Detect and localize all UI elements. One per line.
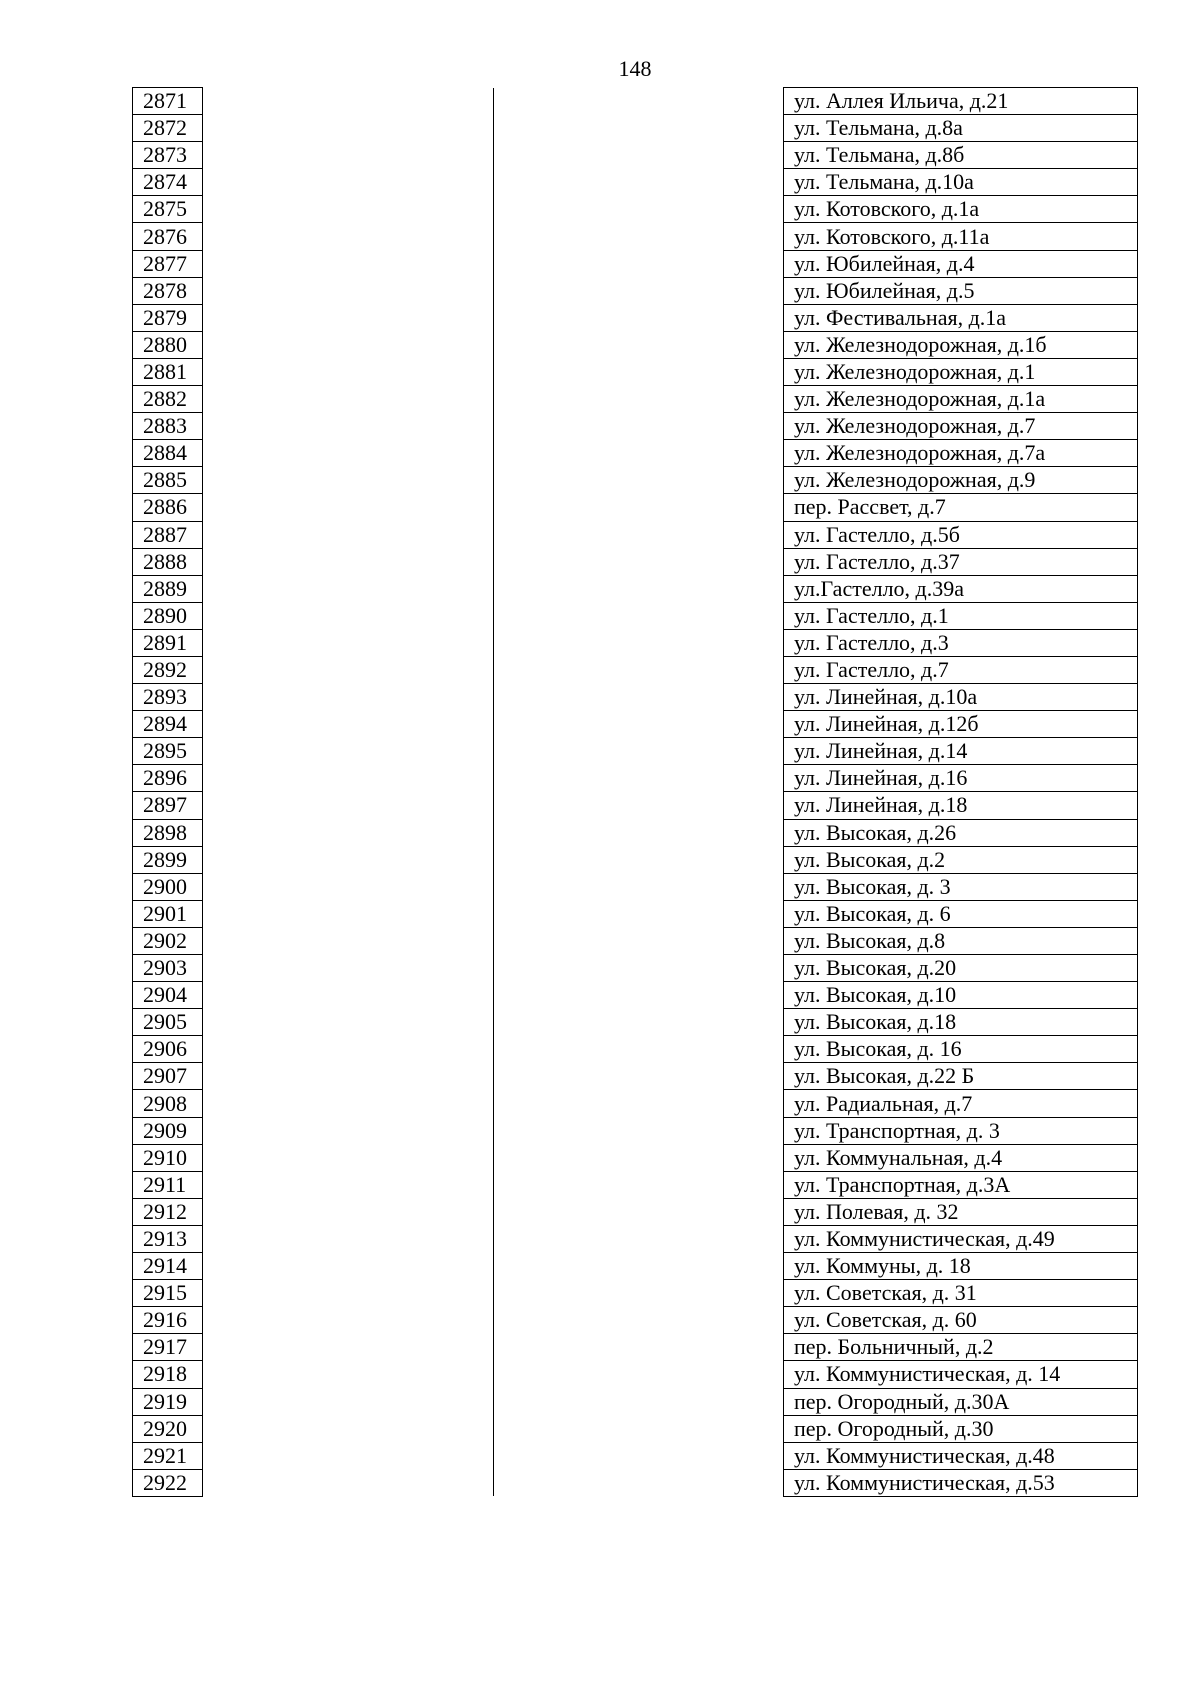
row-number-cell: 2904 [133, 982, 203, 1009]
empty-cell-a [203, 115, 494, 142]
table-row [133, 1063, 1138, 1090]
row-number-cell: 2894 [133, 711, 203, 738]
table-row [133, 738, 1138, 765]
row-number-cell: 2901 [133, 900, 203, 927]
empty-cell-b [494, 955, 784, 982]
empty-cell-a [203, 819, 494, 846]
empty-cell-a [203, 738, 494, 765]
empty-cell-a [203, 1334, 494, 1361]
empty-cell-b [494, 684, 784, 711]
empty-cell-a [203, 1063, 494, 1090]
table-row [133, 1036, 1138, 1063]
row-number-cell: 2884 [133, 440, 203, 467]
address-cell: ул. Коммунистическая, д.53 [784, 1469, 1138, 1496]
table-row [133, 358, 1138, 385]
address-cell: ул. Коммунистическая, д.49 [784, 1225, 1138, 1252]
row-number-cell: 2908 [133, 1090, 203, 1117]
address-cell: ул. Транспортная, д.3А [784, 1171, 1138, 1198]
address-cell: ул. Коммуны, д. 18 [784, 1253, 1138, 1280]
address-cell: ул. Коммунальная, д.4 [784, 1144, 1138, 1171]
address-cell: ул. Высокая, д. 3 [784, 873, 1138, 900]
empty-cell-b [494, 1334, 784, 1361]
empty-cell-a [203, 1144, 494, 1171]
table-row [133, 277, 1138, 304]
table-row [133, 1442, 1138, 1469]
row-number-cell: 2915 [133, 1280, 203, 1307]
table-row [133, 250, 1138, 277]
row-number-cell: 2910 [133, 1144, 203, 1171]
row-number-cell: 2920 [133, 1415, 203, 1442]
address-cell: ул. Высокая, д.2 [784, 846, 1138, 873]
empty-cell-b [494, 358, 784, 385]
empty-cell-b [494, 1307, 784, 1334]
address-cell: ул. Гастелло, д.5б [784, 521, 1138, 548]
row-number-cell: 2886 [133, 494, 203, 521]
table-row [133, 575, 1138, 602]
table-row [133, 1280, 1138, 1307]
table-row [133, 223, 1138, 250]
empty-cell-b [494, 1063, 784, 1090]
table-row [133, 1144, 1138, 1171]
address-cell: ул. Гастелло, д.37 [784, 548, 1138, 575]
empty-cell-b [494, 1415, 784, 1442]
row-number-cell: 2872 [133, 115, 203, 142]
table-row [133, 548, 1138, 575]
table-row [133, 1117, 1138, 1144]
empty-cell-b [494, 1171, 784, 1198]
row-number-cell: 2903 [133, 955, 203, 982]
address-cell: ул. Высокая, д. 6 [784, 900, 1138, 927]
address-cell: ул. Железнодорожная, д.1 [784, 358, 1138, 385]
address-cell: ул. Высокая, д.18 [784, 1009, 1138, 1036]
row-number-cell: 2897 [133, 792, 203, 819]
address-cell: ул. Коммунистическая, д.48 [784, 1442, 1138, 1469]
row-number-cell: 2871 [133, 88, 203, 115]
table-row [133, 142, 1138, 169]
empty-cell-b [494, 792, 784, 819]
row-number-cell: 2883 [133, 413, 203, 440]
empty-cell-b [494, 1253, 784, 1280]
empty-cell-b [494, 88, 784, 115]
address-cell: ул. Высокая, д.22 Б [784, 1063, 1138, 1090]
empty-cell-b [494, 196, 784, 223]
empty-cell-a [203, 250, 494, 277]
table-row [133, 413, 1138, 440]
empty-cell-b [494, 900, 784, 927]
table-row [133, 684, 1138, 711]
empty-cell-b [494, 656, 784, 683]
empty-cell-a [203, 1036, 494, 1063]
address-cell: ул. Железнодорожная, д.1а [784, 386, 1138, 413]
row-number-cell: 2887 [133, 521, 203, 548]
empty-cell-b [494, 629, 784, 656]
empty-cell-a [203, 1117, 494, 1144]
row-number-cell: 2882 [133, 386, 203, 413]
page-number: 148 [618, 56, 652, 81]
row-number-cell: 2900 [133, 873, 203, 900]
empty-cell-b [494, 1388, 784, 1415]
address-table-body [133, 88, 1138, 1497]
table-row [133, 1388, 1138, 1415]
table-row [133, 169, 1138, 196]
empty-cell-b [494, 765, 784, 792]
empty-cell-b [494, 169, 784, 196]
table-row [133, 304, 1138, 331]
row-number-cell: 2885 [133, 467, 203, 494]
table-row [133, 1253, 1138, 1280]
row-number-cell: 2906 [133, 1036, 203, 1063]
table-row [133, 846, 1138, 873]
empty-cell-a [203, 927, 494, 954]
address-cell: ул. Высокая, д.10 [784, 982, 1138, 1009]
table-row [133, 196, 1138, 223]
table-row [133, 629, 1138, 656]
address-cell: ул. Фестивальная, д.1а [784, 304, 1138, 331]
empty-cell-a [203, 386, 494, 413]
address-cell: ул. Котовского, д.1а [784, 196, 1138, 223]
row-number-cell: 2877 [133, 250, 203, 277]
address-cell: ул. Железнодорожная, д.7а [784, 440, 1138, 467]
row-number-cell: 2889 [133, 575, 203, 602]
empty-cell-a [203, 684, 494, 711]
table-row [133, 873, 1138, 900]
empty-cell-b [494, 440, 784, 467]
address-cell: пер. Огородный, д.30 [784, 1415, 1138, 1442]
empty-cell-a [203, 331, 494, 358]
row-number-cell: 2890 [133, 602, 203, 629]
row-number-cell: 2902 [133, 927, 203, 954]
address-cell: ул. Юбилейная, д.5 [784, 277, 1138, 304]
empty-cell-a [203, 575, 494, 602]
table-row [133, 711, 1138, 738]
empty-cell-b [494, 223, 784, 250]
empty-cell-a [203, 440, 494, 467]
empty-cell-b [494, 819, 784, 846]
table-row [133, 900, 1138, 927]
empty-cell-a [203, 1225, 494, 1252]
row-number-cell: 2922 [133, 1469, 203, 1496]
row-number-cell: 2909 [133, 1117, 203, 1144]
address-cell: пер. Больничный, д.2 [784, 1334, 1138, 1361]
empty-cell-b [494, 1144, 784, 1171]
table-row [133, 521, 1138, 548]
row-number-cell: 2878 [133, 277, 203, 304]
row-number-cell: 2896 [133, 765, 203, 792]
address-cell: ул. Железнодорожная, д.1б [784, 331, 1138, 358]
empty-cell-a [203, 1307, 494, 1334]
table-row [133, 982, 1138, 1009]
empty-cell-b [494, 846, 784, 873]
empty-cell-a [203, 765, 494, 792]
address-cell: ул. Железнодорожная, д.9 [784, 467, 1138, 494]
address-cell: ул. Линейная, д.10а [784, 684, 1138, 711]
address-cell: пер. Рассвет, д.7 [784, 494, 1138, 521]
empty-cell-a [203, 1253, 494, 1280]
empty-cell-a [203, 521, 494, 548]
empty-cell-b [494, 277, 784, 304]
row-number-cell: 2913 [133, 1225, 203, 1252]
address-table [132, 87, 1138, 1497]
empty-cell-a [203, 982, 494, 1009]
empty-cell-a [203, 358, 494, 385]
empty-cell-b [494, 548, 784, 575]
empty-cell-b [494, 1198, 784, 1225]
row-number-cell: 2892 [133, 656, 203, 683]
empty-cell-a [203, 900, 494, 927]
address-cell: ул. Высокая, д.8 [784, 927, 1138, 954]
row-number-cell: 2916 [133, 1307, 203, 1334]
address-cell: ул. Линейная, д.16 [784, 765, 1138, 792]
address-cell: ул. Коммунистическая, д. 14 [784, 1361, 1138, 1388]
address-cell: ул. Гастелло, д.7 [784, 656, 1138, 683]
empty-cell-b [494, 331, 784, 358]
row-number-cell: 2921 [133, 1442, 203, 1469]
table-row [133, 1415, 1138, 1442]
table-row [133, 1009, 1138, 1036]
table-row [133, 115, 1138, 142]
empty-cell-a [203, 792, 494, 819]
address-cell: ул. Аллея Ильича, д.21 [784, 88, 1138, 115]
empty-cell-a [203, 656, 494, 683]
empty-cell-b [494, 738, 784, 765]
empty-cell-a [203, 494, 494, 521]
address-cell: ул. Полевая, д. 32 [784, 1198, 1138, 1225]
empty-cell-a [203, 196, 494, 223]
table-row [133, 792, 1138, 819]
empty-cell-a [203, 1388, 494, 1415]
empty-cell-a [203, 304, 494, 331]
row-number-cell: 2899 [133, 846, 203, 873]
row-number-cell: 2912 [133, 1198, 203, 1225]
empty-cell-b [494, 927, 784, 954]
empty-cell-b [494, 386, 784, 413]
row-number-cell: 2874 [133, 169, 203, 196]
address-cell: ул. Высокая, д.20 [784, 955, 1138, 982]
table-row [133, 819, 1138, 846]
empty-cell-a [203, 1171, 494, 1198]
address-cell: ул. Советская, д. 60 [784, 1307, 1138, 1334]
table-row [133, 1469, 1138, 1496]
table-row [133, 955, 1138, 982]
empty-cell-b [494, 575, 784, 602]
empty-cell-b [494, 1361, 784, 1388]
table-row [133, 1198, 1138, 1225]
table-row [133, 656, 1138, 683]
empty-cell-b [494, 1225, 784, 1252]
row-number-cell: 2888 [133, 548, 203, 575]
empty-cell-b [494, 413, 784, 440]
row-number-cell: 2879 [133, 304, 203, 331]
table-row [133, 1307, 1138, 1334]
row-number-cell: 2881 [133, 358, 203, 385]
row-number-cell: 2898 [133, 819, 203, 846]
row-number-cell: 2895 [133, 738, 203, 765]
row-number-cell: 2875 [133, 196, 203, 223]
empty-cell-a [203, 88, 494, 115]
empty-cell-b [494, 1090, 784, 1117]
row-number-cell: 2917 [133, 1334, 203, 1361]
empty-cell-a [203, 413, 494, 440]
empty-cell-a [203, 1415, 494, 1442]
empty-cell-b [494, 711, 784, 738]
address-cell: ул.Гастелло, д.39а [784, 575, 1138, 602]
address-cell: ул. Котовского, д.11а [784, 223, 1138, 250]
row-number-cell: 2880 [133, 331, 203, 358]
table-row [133, 1171, 1138, 1198]
empty-cell-b [494, 873, 784, 900]
empty-cell-b [494, 1036, 784, 1063]
address-cell: ул. Гастелло, д.3 [784, 629, 1138, 656]
address-cell: ул. Линейная, д.18 [784, 792, 1138, 819]
row-number-cell: 2919 [133, 1388, 203, 1415]
empty-cell-b [494, 1469, 784, 1496]
row-number-cell: 2914 [133, 1253, 203, 1280]
address-cell: ул. Радиальная, д.7 [784, 1090, 1138, 1117]
empty-cell-a [203, 602, 494, 629]
table-row [133, 467, 1138, 494]
row-number-cell: 2893 [133, 684, 203, 711]
empty-cell-b [494, 1442, 784, 1469]
empty-cell-b [494, 1009, 784, 1036]
row-number-cell: 2918 [133, 1361, 203, 1388]
empty-cell-b [494, 982, 784, 1009]
table-row [133, 602, 1138, 629]
empty-cell-b [494, 467, 784, 494]
table-row [133, 1225, 1138, 1252]
empty-cell-a [203, 955, 494, 982]
empty-cell-a [203, 1469, 494, 1496]
empty-cell-a [203, 1280, 494, 1307]
empty-cell-b [494, 1117, 784, 1144]
empty-cell-a [203, 169, 494, 196]
row-number-cell: 2911 [133, 1171, 203, 1198]
empty-cell-b [494, 142, 784, 169]
empty-cell-b [494, 521, 784, 548]
empty-cell-a [203, 873, 494, 900]
address-cell: ул. Линейная, д.12б [784, 711, 1138, 738]
address-cell: ул. Юбилейная, д.4 [784, 250, 1138, 277]
address-cell: ул. Транспортная, д. 3 [784, 1117, 1138, 1144]
empty-cell-a [203, 548, 494, 575]
empty-cell-a [203, 467, 494, 494]
address-cell: ул. Высокая, д. 16 [784, 1036, 1138, 1063]
empty-cell-a [203, 277, 494, 304]
address-cell: пер. Огородный, д.30А [784, 1388, 1138, 1415]
address-cell: ул. Линейная, д.14 [784, 738, 1138, 765]
table-row [133, 440, 1138, 467]
row-number-cell: 2905 [133, 1009, 203, 1036]
address-cell: ул. Тельмана, д.10а [784, 169, 1138, 196]
address-cell: ул. Железнодорожная, д.7 [784, 413, 1138, 440]
empty-cell-a [203, 142, 494, 169]
row-number-cell: 2891 [133, 629, 203, 656]
address-cell: ул. Тельмана, д.8б [784, 142, 1138, 169]
address-cell: ул. Советская, д. 31 [784, 1280, 1138, 1307]
empty-cell-b [494, 602, 784, 629]
table-row [133, 494, 1138, 521]
empty-cell-b [494, 304, 784, 331]
table-row [133, 927, 1138, 954]
empty-cell-a [203, 711, 494, 738]
empty-cell-b [494, 250, 784, 277]
table-row [133, 1090, 1138, 1117]
empty-cell-a [203, 1009, 494, 1036]
table-row [133, 88, 1138, 115]
empty-cell-a [203, 223, 494, 250]
address-cell: ул. Тельмана, д.8а [784, 115, 1138, 142]
empty-cell-b [494, 115, 784, 142]
empty-cell-a [203, 1361, 494, 1388]
row-number-cell: 2876 [133, 223, 203, 250]
table-row [133, 1334, 1138, 1361]
empty-cell-a [203, 1090, 494, 1117]
table-row [133, 765, 1138, 792]
row-number-cell: 2907 [133, 1063, 203, 1090]
address-cell: ул. Высокая, д.26 [784, 819, 1138, 846]
empty-cell-a [203, 1442, 494, 1469]
row-number-cell: 2873 [133, 142, 203, 169]
table-row [133, 331, 1138, 358]
empty-cell-b [494, 494, 784, 521]
empty-cell-a [203, 846, 494, 873]
empty-cell-a [203, 1198, 494, 1225]
empty-cell-a [203, 629, 494, 656]
address-cell: ул. Гастелло, д.1 [784, 602, 1138, 629]
empty-cell-b [494, 1280, 784, 1307]
table-row [133, 386, 1138, 413]
table-row [133, 1361, 1138, 1388]
